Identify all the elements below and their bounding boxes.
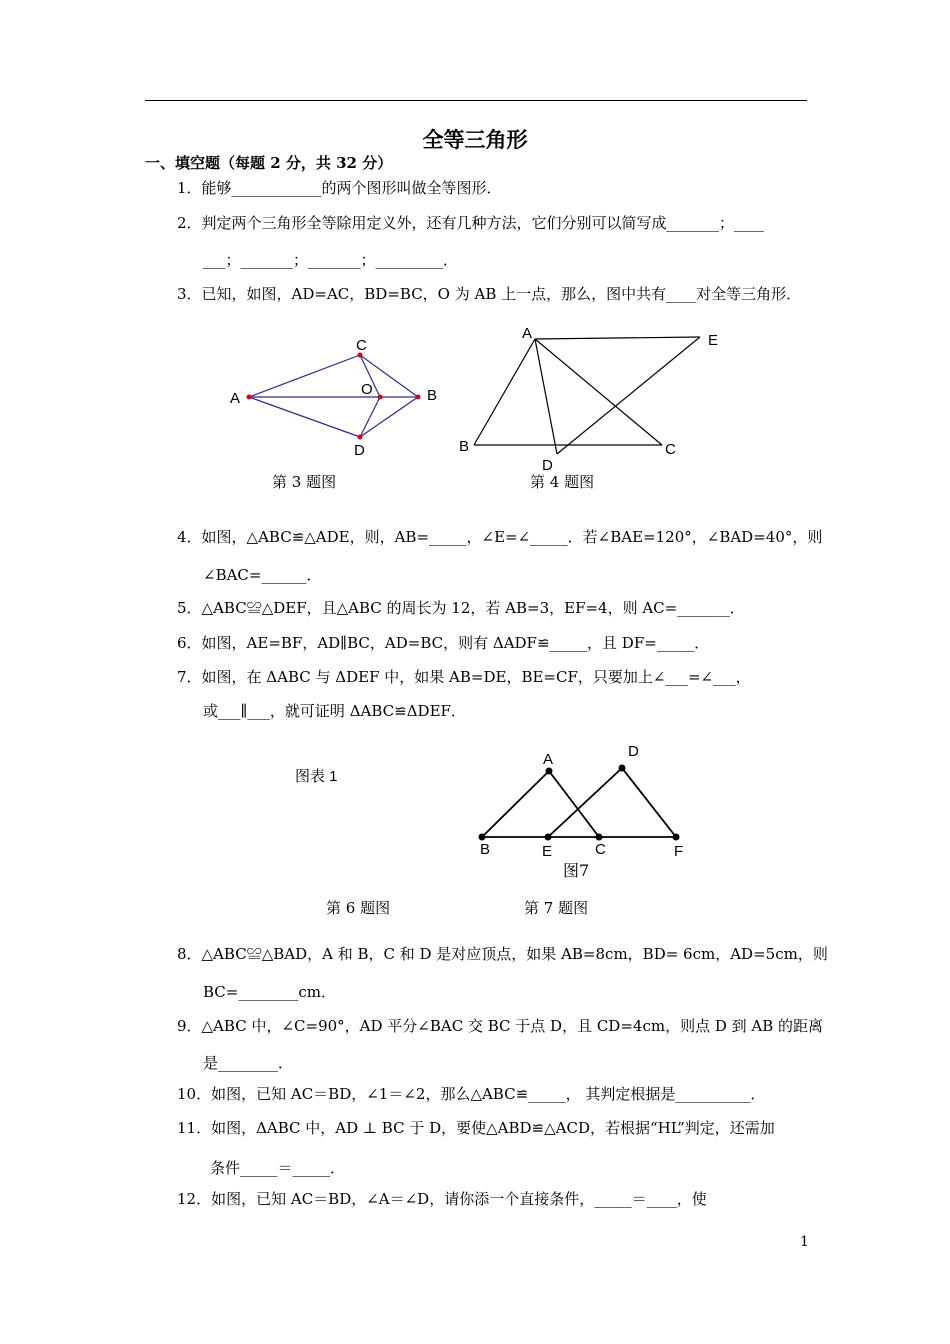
fig3-label-a: A [230, 390, 241, 407]
question-1: 1．能够____________的两个图形叫做全等图形． [177, 179, 502, 197]
figure-3-caption: 第 3 题图 [272, 473, 337, 491]
question-5: 5．△ABC≌△DEF，且△ABC 的周长为 12，若 AB=3，EF=4，则 AC=_______． [177, 599, 745, 617]
fig7-label-e: E [542, 843, 553, 860]
question-4-line-1: 4．如图，△ABC≌△ADE，则，AB=_____，∠E=∠_____．若∠BAE=120°，∠BAD=40°，则 [177, 528, 823, 546]
fig4-label-b: B [459, 438, 470, 455]
fig7-label-b: B [480, 841, 491, 858]
question-9-line-2: 是________． [203, 1054, 294, 1072]
fig7-label-f: F [674, 843, 684, 860]
chart-label: 图表 1 [295, 768, 338, 785]
fig3-label-d: D [354, 442, 365, 459]
question-2-line-2: ___；_______；_______；_________． [203, 251, 459, 269]
fig4-label-c: C [665, 441, 676, 458]
question-11-line-2: 条件_____＝_____． [210, 1159, 346, 1177]
figure-6-caption: 第 6 题图 [326, 899, 391, 917]
figure-7-caption: 第 7 题图 [524, 899, 589, 917]
page-title: 全等三角形 [422, 127, 528, 152]
question-9-line-1: 9．△ABC 中，∠C=90°，AD 平分∠BAC 交 BC 于点 D，且 CD=4cm，则点 D 到 AB 的距离 [177, 1017, 824, 1035]
question-3: 3．已知，如图，AD=AC，BD=BC，O 为 AB 上一点，那么，图中共有____对全等三角形． [177, 285, 802, 303]
question-8-line-1: 8．△ABC≌△BAD，A 和 B，C 和 D 是对应顶点，如果 AB=8cm，BD= 6cm，AD=5cm，则 [177, 945, 828, 963]
fig7-label-d: D [628, 743, 639, 760]
fig7-label-a: A [543, 751, 554, 768]
figure-4-diagram [450, 322, 730, 474]
question-7-line-1: 7．如图，在 ΔABC 与 ΔDEF 中，如果 AB=DE，BE=CF，只要加上∠___=∠___， [177, 668, 751, 686]
question-12: 12．如图，已知 AC＝BD，∠A＝∠D，请你添一个直接条件，_____＝____，使 [177, 1190, 707, 1208]
section-heading: 一、填空题（每题 2 分，共 32 分） [145, 154, 393, 172]
fig3-label-b: B [427, 387, 438, 404]
figure-4-caption: 第 4 题图 [530, 473, 595, 491]
fig3-label-o: O [361, 381, 373, 398]
question-11-line-1: 11．如图，ΔABC 中，AD ⊥ BC 于 D，要使△ABD≌△ACD，若根据“HL”判定，还需加 [177, 1119, 775, 1137]
figure-7-inner-caption: 图7 [563, 861, 590, 880]
question-10: 10．如图，已知 AC＝BD，∠1＝∠2，那么△ABC≌_____， 其判定根据是__________． [177, 1085, 766, 1103]
question-8-line-2: BC=________cm． [203, 983, 336, 1001]
fig4-label-d: D [542, 457, 553, 474]
fig3-label-c: C [356, 337, 367, 354]
fig7-label-c: C [595, 841, 606, 858]
header-rule [145, 100, 807, 101]
question-4-line-2: ∠BAC=______． [203, 566, 322, 584]
question-2-line-1: 2．判定两个三角形全等除用定义外，还有几种方法，它们分别可以简写成_______；____ [177, 214, 765, 232]
fig4-label-a: A [522, 325, 533, 342]
question-6: 6．如图，AE=BF，AD∥BC，AD=BC，则有 ΔADF≌_____，且 DF=_____． [177, 634, 710, 652]
question-7-line-2: 或___∥___，就可证明 ΔABC≌ΔDEF． [203, 702, 466, 720]
page-number: 1 [800, 1234, 809, 1250]
figure-3-diagram [220, 330, 450, 460]
fig4-label-e: E [708, 332, 719, 349]
